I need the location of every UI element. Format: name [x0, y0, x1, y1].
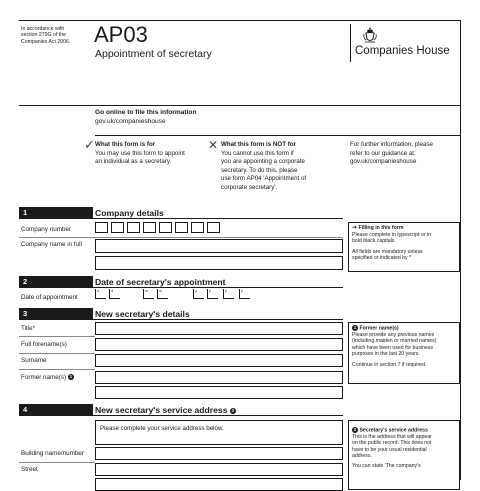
- form-purpose: What this form is for You may use this form to appoint an individual as a secretary.: [95, 141, 185, 166]
- building-input[interactable]: [95, 447, 343, 460]
- row-rule: [19, 462, 95, 463]
- info-icon: 2: [231, 407, 235, 413]
- street-label: Street: [21, 466, 38, 473]
- arrow-right-icon: ➜: [352, 225, 358, 231]
- former-names-input[interactable]: [95, 371, 343, 384]
- top-rule: [19, 20, 461, 21]
- forenames-label: Full forename(s): [21, 341, 67, 348]
- form-title: Appointment of secretary: [95, 48, 212, 60]
- section-4-number: 4: [19, 404, 93, 415]
- check-icon: ✓: [84, 137, 95, 152]
- info-icon: 1: [69, 374, 73, 380]
- info-icon: 2: [353, 427, 357, 432]
- title-label: Title*: [21, 325, 36, 332]
- brand-name: Companies House: [355, 45, 450, 57]
- section-3-rule: [19, 319, 343, 320]
- company-number-label: Company number: [21, 226, 72, 233]
- row-rule: [19, 369, 95, 370]
- row-rule: [19, 237, 343, 238]
- cross-icon: ✕: [208, 138, 219, 152]
- building-label: Building name/number: [21, 450, 85, 457]
- section-4-rule: [19, 415, 343, 416]
- form-not-purpose: What this form is NOT for You cannot use this form if you are appointing a corporate secretary. To do this, please use form AP04 'Appointment of corporate secretary'.: [221, 141, 307, 191]
- help-service-address: 2 Secretary's service address This is the address that will appear on the public record. This does not have to be your usual residential address. You can state 'The company's: [348, 420, 460, 490]
- section-3-title: New secretary's details: [95, 309, 190, 319]
- service-address-instruction-box: Please complete your service address below.: [95, 420, 343, 445]
- legal-note: In accordance with section 279G of the Companies Act 2006.: [21, 26, 71, 45]
- date-of-appointment-input[interactable]: d d m m y y y y: [95, 289, 265, 301]
- surname-label: Surname: [21, 357, 47, 364]
- section-1-rule: [19, 218, 343, 219]
- intro-top-rule: [95, 135, 461, 136]
- info-icon: 1: [353, 325, 357, 330]
- online-url[interactable]: gov.uk/companieshouse: [95, 118, 166, 125]
- section-4-title: New secretary's service address 2: [95, 405, 235, 415]
- surname-input[interactable]: [95, 354, 343, 367]
- date-of-appointment-label: Date of appointment: [21, 294, 78, 301]
- forenames-input[interactable]: [95, 338, 343, 351]
- help-filling-form: ➜ Filling in this form Please complete in typescript or in bold black capitals. All fields are mandatory unless specified or indicated by *: [348, 222, 460, 272]
- company-number-input[interactable]: [95, 222, 223, 234]
- section-1-title: Company details: [95, 208, 164, 218]
- former-names-label: Former name(s) 1: [21, 374, 73, 381]
- section-2-number: 2: [19, 276, 93, 287]
- row-rule: [19, 336, 95, 337]
- online-title: Go online to file this information: [95, 109, 197, 116]
- company-name-label: Company name in full: [21, 241, 82, 248]
- row-rule: [19, 353, 95, 354]
- form-code: AP03: [94, 22, 148, 47]
- help-former-names: 1 Former name(s) Please provide any previous names (including maiden or married names) which have been used for business purposes in the last 20 years. Continue in section 7 if required.: [348, 322, 460, 384]
- company-name-input[interactable]: [95, 239, 343, 253]
- header-rule: [19, 105, 461, 106]
- section-3-number: 3: [19, 308, 93, 319]
- further-info: For further information, please refer to our guidance at: gov.uk/companieshouse: [350, 141, 433, 166]
- title-input[interactable]: [95, 322, 343, 335]
- section-2-title: Date of secretary's appointment: [95, 277, 226, 287]
- right-rule: [460, 20, 461, 480]
- section-1-number: 1: [19, 207, 93, 218]
- company-name-input-line2[interactable]: [95, 256, 343, 270]
- former-names-input-line2[interactable]: [95, 386, 343, 399]
- brand-divider: [350, 24, 351, 62]
- section-2-rule: [19, 287, 343, 288]
- street-input[interactable]: [95, 463, 343, 476]
